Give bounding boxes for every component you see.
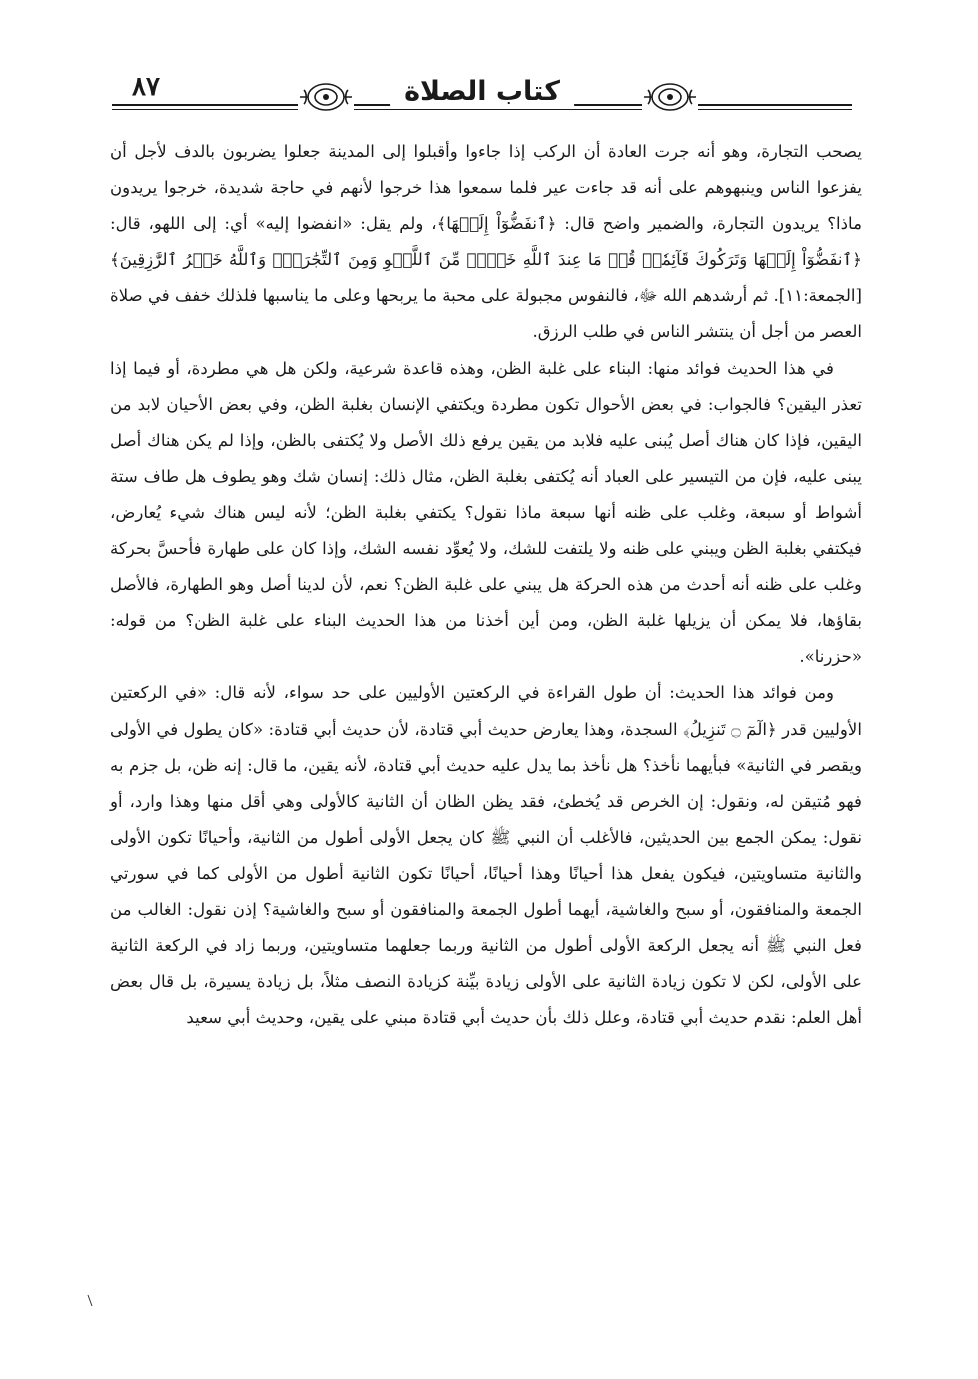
page-number: ٨٧: [126, 72, 166, 102]
page-header: [112, 72, 852, 118]
book-title: كتاب الصلاة: [390, 76, 574, 107]
stray-mark-icon: [86, 1294, 94, 1308]
header-rule-thin: [112, 109, 852, 110]
ornament-right-icon: [642, 80, 698, 114]
ornament-left-icon: [298, 80, 354, 114]
paragraph-1: يصحب التجارة، وهو أنه جرت العادة أن الركب إذا جاءوا وأقبلوا إلى المدينة جعلوا يضربون بالدف لأجل أن يفزعوا الناس وينبهوهم على أنه قد جاءت عير فلما سمعوا هذا خرجوا لأنهم في حاجة شديدة، خرجوا يريدون ماذا؟ يريدون التجارة، والضمير واضح قال: ﴿ٱنفَضُّوٓاْ إِلَيۡهَا﴾، ولم يقل: «انفضوا إليه» أي: إلى اللهو، قال: ﴿ٱنفَضُّوٓاْ إِلَيۡهَا وَتَرَكُوكَ قَآئِمٗاۚ قُلۡ مَا عِندَ ٱللَّهِ خَيۡرٞ مِّنَ ٱللَّهۡوِ وَمِنَ ٱلتِّجَٰرَةِۚ وَٱللَّهُ خَيۡرُ ٱلرَّٰزِقِينَ﴾ [الجمعة:١١]. ثم أرشدهم الله ﷻ، فالنفوس مجبولة على محبة ما يربحها وعلى ما يناسبها فلذلك خفف في صلاة العصر من أجل أن ينتشر الناس في طلب الرزق.: [110, 142, 862, 342]
page-body: [110, 134, 862, 1036]
paragraph-3: ومن فوائد هذا الحديث: أن طول القراءة في الركعتين الأوليين على حد سواء، لأنه قال: «في الركعتين الأوليين قدر ﴿الٓمٓ ۝ تَنزِيلُ﴾ السجدة، وهذا يعارض حديث أبي قتادة، لأن حديث أبي قتادة: «كان يطول في الأولى ويقصر في الثانية» فبأيهما نأخذ؟ هل نأخذ بما يدل عليه حديث أبي قتادة، لأنه يقين، ما قال: إنه ظن، بل جزم به فهو مُتيقن له، ونقول: إن الخرص قد يُخطئ، فقد يظن الظان أن الثانية كالأولى وهي أقل منها وهذا وارد، أو نقول: يمكن الجمع بين الحديثين، فالأغلب أن النبي ﷺ كان يجعل الأولى أطول من الثانية، وأحيانًا تكون الأولى والثانية متساويتين، فيكون يفعل هذا أحيانًا وهذا أحيانًا، أحيانًا تكون الثانية أطول من الأولى كما في سورتي الجمعة والمنافقون، أو سبح والغاشية، أيهما أطول الجمعة والمنافقون أو سبح والغاشية؟ إذن نقول: الغالب من فعل النبي ﷺ أنه يجعل الركعة الأولى أطول من الثانية وربما جعلهما متساويتين، وربما زاد في الركعة الثانية على الأولى، لكن لا تكون زيادة الثانية على الأولى زيادة بيِّنة كزيادة النصف مثلاً، بل زيادة يسيرة، بل قال بعض أهل العلم: نقدم حديث أبي قتادة، وعلل ذلك بأن حديث أبي قتادة مبني على يقين، وحديث أبي سعيد: [110, 683, 862, 1028]
paragraph-2: في هذا الحديث فوائد منها: البناء على غلبة الظن، وهذه قاعدة شرعية، ولكن هل هي مطردة، أو فيما إذا تعذر اليقين؟ فالجواب: في بعض الأحوال تكون مطردة ويكتفي الإنسان بغلبة الظن، وفي بعض الأحيان لابد من اليقين، فإذا كان هناك أصل يُبنى عليه فلابد من يقين يرفع ذلك الأصل ولا يُكتفى بالظن، وإذا لم يكن هناك أصل يبنى عليه، فإن من التيسير على العباد أنه يُكتفى بغلبة الظن، مثال ذلك: إنسان شك وهو يطوف هل طاف ستة أشواط أو سبعة، وغلب على ظنه أنها سبعة ماذا نقول؟ يكتفي بغلبة الظن؛ لأنه ليس هناك شيء يُعارض، فيكتفي بغلبة الظن ويبني على ظنه ولا يلتفت للشك، ولا يُعوِّد نفسه الشك، وإذا كان على طهارة فأحسَّ بحركة وغلب على ظنه أنه أحدث من هذه الحركة هل يبني على غلبة الظن؟ نعم، لأن لدينا أصل وهو الطهارة، فالأصل بقاؤها، فلا يمكن أن يزيلها غلبة الظن، ومن أين أخذنا من هذا الحديث البناء على غلبة الظن؟ من قوله: «حزرنا».: [110, 358, 863, 667]
